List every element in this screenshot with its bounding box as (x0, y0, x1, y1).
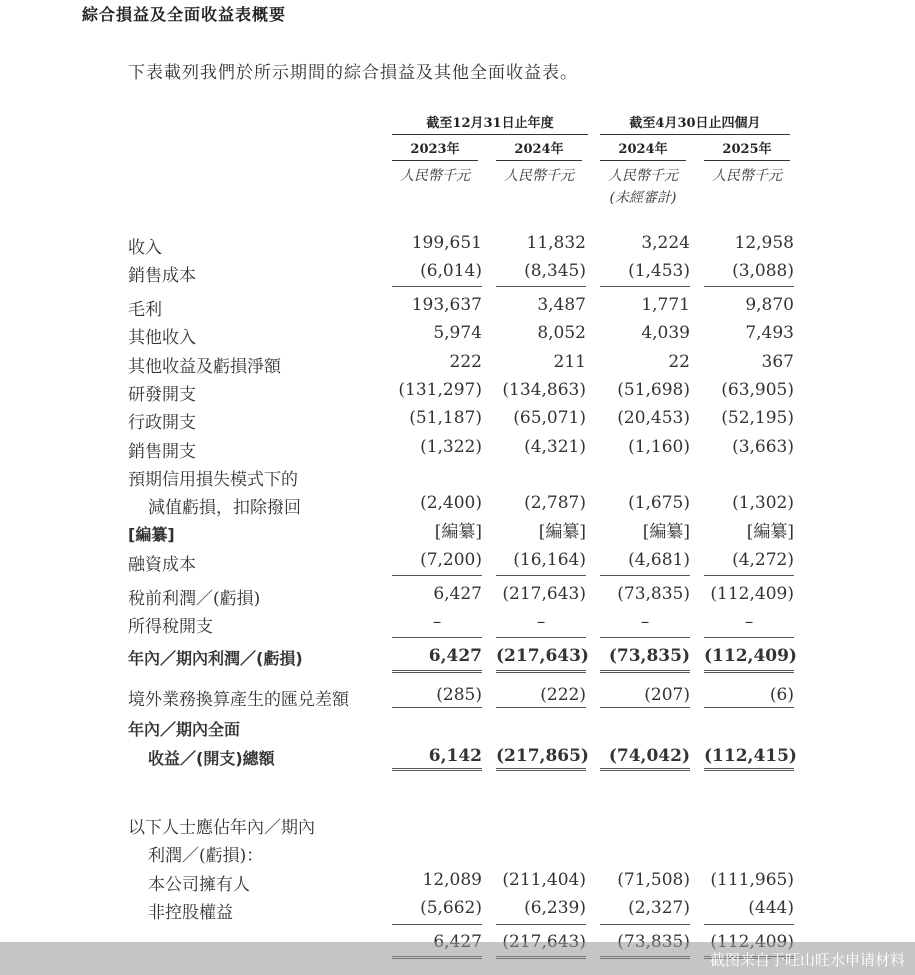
single-rule (496, 707, 586, 708)
single-rule (392, 707, 482, 708)
table-cell: (65,071) (513, 408, 586, 428)
table-cell: (8,345) (524, 261, 586, 281)
table-cell: (217,865) (496, 746, 589, 766)
row-label: 以下人士應佔年內／期內 (128, 818, 315, 838)
table-cell: 6,427 (433, 584, 482, 604)
unit-label: 人民幣千元 (400, 168, 470, 184)
table-cell: 4,039 (641, 323, 690, 343)
row-label: 毛利 (128, 300, 162, 320)
unaudited-label: (未經審計) (609, 190, 677, 206)
table-cell: (2,327) (628, 898, 690, 918)
row-label: 本公司擁有人 (148, 875, 250, 895)
table-cell: (4,272) (732, 550, 794, 570)
double-rule (496, 670, 586, 673)
table-cell: 199,651 (411, 233, 482, 253)
table-cell: 5,974 (433, 323, 482, 343)
table-cell: – (640, 612, 650, 632)
single-rule (496, 924, 586, 925)
table-cell: (131,297) (398, 380, 482, 400)
row-label: 融資成本 (128, 555, 196, 575)
table-cell: (71,508) (617, 870, 690, 890)
table-cell: 6,142 (428, 746, 482, 766)
row-label: 預期信用損失模式下的 (128, 470, 298, 490)
table-cell: (73,835) (608, 646, 690, 666)
year-header: 2024年 (496, 138, 582, 161)
table-cell: (1,160) (628, 437, 690, 457)
table-cell: 12,958 (734, 233, 794, 253)
period-group-header: 截至12月31日止年度 (392, 112, 588, 135)
unit-label: 人民幣千元 (712, 168, 782, 184)
year-header: 2023年 (392, 138, 478, 161)
single-rule (392, 924, 482, 925)
single-rule (704, 637, 794, 638)
table-cell: (2,787) (524, 493, 586, 513)
table-cell: 3,224 (641, 233, 690, 253)
table-cell: 8,052 (537, 323, 586, 343)
table-cell: [編纂] (434, 522, 482, 542)
row-label: 利潤／(虧損)： (148, 846, 264, 866)
table-cell: (73,835) (617, 584, 690, 604)
row-label: 銷售開支 (128, 442, 196, 462)
table-cell: 12,089 (422, 870, 482, 890)
row-label: 年內／期內利潤／(虧損) (128, 649, 303, 668)
row-label: 其他收益及虧損淨額 (128, 357, 281, 377)
double-rule (392, 670, 482, 673)
single-rule (600, 924, 690, 925)
table-cell: 22 (668, 352, 690, 372)
double-rule (704, 670, 794, 673)
single-rule (704, 575, 794, 576)
row-label: 非控股權益 (148, 903, 233, 923)
single-rule (704, 707, 794, 708)
table-cell: (112,409) (704, 646, 797, 666)
table-cell: (6,014) (420, 261, 482, 281)
table-cell: (51,698) (617, 380, 690, 400)
table-cell: 7,493 (745, 323, 794, 343)
table-cell: 9,870 (745, 295, 794, 315)
single-rule (496, 286, 586, 287)
single-rule (392, 286, 482, 287)
double-rule (392, 768, 482, 771)
row-label: 所得稅開支 (128, 617, 213, 637)
table-cell: (6,239) (524, 898, 586, 918)
table-cell: 222 (449, 352, 482, 372)
table-cell: 11,832 (526, 233, 586, 253)
row-label: 其他收入 (128, 328, 196, 348)
table-cell: (4,681) (628, 550, 690, 570)
table-cell: (112,415) (704, 746, 797, 766)
year-header: 2024年 (600, 138, 686, 161)
table-cell: (217,643) (502, 584, 586, 604)
row-label: 年內／期內全面 (128, 720, 241, 739)
table-cell: (20,453) (617, 408, 690, 428)
single-rule (600, 286, 690, 287)
row-label: 行政開支 (128, 413, 196, 433)
single-rule (704, 924, 794, 925)
row-label: 收益／(開支)總額 (148, 749, 275, 768)
table-cell: 193,637 (411, 295, 482, 315)
single-rule (600, 707, 690, 708)
table-cell: (52,195) (721, 408, 794, 428)
watermark-text: 截图来自于旺山旺水申请材料 (709, 951, 905, 969)
row-label: 銷售成本 (128, 266, 196, 286)
table-cell: (112,409) (710, 584, 794, 604)
table-cell: (285) (436, 685, 482, 705)
table-cell: (4,321) (524, 437, 586, 457)
table-cell: – (432, 612, 442, 632)
table-cell: (207) (644, 685, 690, 705)
double-rule (600, 768, 690, 771)
period-group-header: 截至4月30日止四個月 (600, 112, 790, 135)
table-cell: (222) (540, 685, 586, 705)
year-header: 2025年 (704, 138, 790, 161)
table-cell: (3,088) (732, 261, 794, 281)
single-rule (496, 637, 586, 638)
table-cell: (16,164) (513, 550, 586, 570)
table-cell: (211,404) (502, 870, 586, 890)
row-label: 研發開支 (128, 385, 196, 405)
table-cell: (217,643) (496, 646, 589, 666)
single-rule (392, 575, 482, 576)
table-cell: [編纂] (642, 522, 690, 542)
table-cell: (7,200) (420, 550, 482, 570)
table-cell: (2,400) (420, 493, 482, 513)
unit-label: 人民幣千元 (608, 168, 678, 184)
table-cell: (3,663) (732, 437, 794, 457)
table-cell: (5,662) (420, 898, 482, 918)
table-cell: (1,322) (420, 437, 482, 457)
table-cell: (63,905) (721, 380, 794, 400)
table-cell: (111,965) (710, 870, 794, 890)
double-rule (496, 768, 586, 771)
single-rule (600, 575, 690, 576)
table-cell: [編纂] (746, 522, 794, 542)
table-cell: 3,487 (537, 295, 586, 315)
table-cell: (444) (748, 898, 794, 918)
table-cell: – (536, 612, 546, 632)
intro-text: 下表載列我們於所示期間的綜合損益及其他全面收益表。 (128, 63, 578, 83)
table-cell: [編纂] (538, 522, 586, 542)
table-cell: – (744, 612, 754, 632)
section-heading: 綜合損益及全面收益表概要 (82, 5, 287, 24)
single-rule (600, 637, 690, 638)
table-cell: (51,187) (409, 408, 482, 428)
table-cell: 1,771 (641, 295, 690, 315)
single-rule (496, 575, 586, 576)
table-cell: 211 (553, 352, 586, 372)
single-rule (392, 637, 482, 638)
table-cell: 6,427 (428, 646, 482, 666)
table-cell: (6) (769, 685, 794, 705)
table-cell: (134,863) (502, 380, 586, 400)
row-label: 境外業務換算產生的匯兑差額 (128, 690, 349, 710)
double-rule (704, 768, 794, 771)
double-rule (600, 670, 690, 673)
row-label: 減值虧損，扣除撥回 (148, 498, 301, 518)
table-cell: 367 (761, 352, 794, 372)
table-cell: (1,302) (732, 493, 794, 513)
row-label: 稅前利潤／(虧損) (128, 589, 261, 609)
table-cell: (1,675) (628, 493, 690, 513)
table-cell: (74,042) (608, 746, 690, 766)
row-label: 收入 (128, 238, 162, 258)
table-cell: (1,453) (628, 261, 690, 281)
watermark-bar (0, 942, 915, 975)
unit-label: 人民幣千元 (504, 168, 574, 184)
row-label: [編纂] (128, 525, 175, 544)
single-rule (704, 286, 794, 287)
